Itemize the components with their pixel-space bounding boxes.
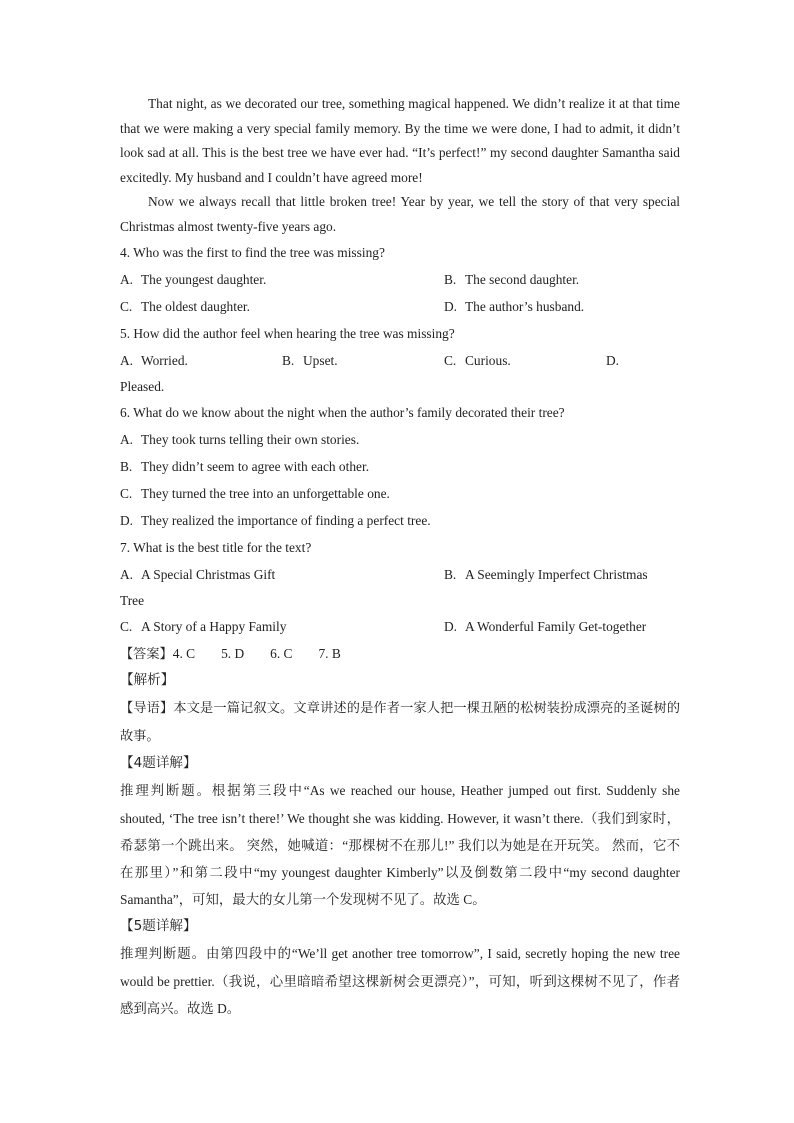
question-7-option-a bbox=[120, 561, 275, 588]
passage-paragraph-1: That night, as we decorated our tree, something magical happened. We didn’t realize it at that time that we were making a very special family memory. By the time we were done, I had to admit, it didn’t look sad at all. This is the best tree we have ever had. “It’s perfect!” my second daughter Samantha said excitedly. My husband and I couldn’t have agreed more! bbox=[120, 96, 680, 185]
option-text: The youngest daughter. bbox=[141, 272, 267, 287]
question-5-option-c bbox=[444, 347, 511, 374]
answer-line bbox=[120, 640, 680, 667]
q5-detail-text: 推理判断题。由第四段中的“We’ll get another tree tomorrow”, I said, secretly hoping the new tree would be prettier.（我说，心里暗暗希望这棵新树会更漂亮）”，可知，听到这棵树不见了，作者感到高兴。故选 D。 bbox=[120, 946, 680, 1016]
option-label: B. bbox=[444, 567, 457, 582]
option-label: D. bbox=[444, 619, 458, 634]
question-4-stem: 4. Who was the first to find the tree was missing? bbox=[120, 245, 385, 260]
option-text: The author’s husband. bbox=[465, 299, 585, 314]
answer-label: 【答案】 bbox=[120, 647, 173, 662]
option-label: B. bbox=[282, 353, 295, 368]
intro-label: 【导语】 bbox=[120, 701, 174, 716]
analysis-heading: 【解析】 bbox=[120, 672, 175, 688]
option-label: A. bbox=[120, 432, 134, 447]
option-cell bbox=[120, 480, 390, 507]
question-6-option-c bbox=[120, 480, 680, 507]
option-cell bbox=[120, 453, 369, 480]
question-5-options-row bbox=[120, 347, 680, 374]
option-text: Worried. bbox=[141, 353, 188, 368]
question-4-option-c bbox=[120, 293, 250, 320]
option-text: A Special Christmas Gift bbox=[141, 567, 276, 582]
option-text: They didn’t seem to agree with each other. bbox=[141, 459, 370, 474]
option-label: A. bbox=[120, 353, 134, 368]
question-6-option-a bbox=[120, 426, 680, 453]
q5-detail-heading: 【5题详解】 bbox=[120, 918, 197, 935]
answer-item: 5. D bbox=[221, 646, 245, 661]
answer-item: 7. B bbox=[318, 646, 341, 661]
option-text: Curious. bbox=[465, 353, 511, 368]
option-cell bbox=[120, 426, 359, 453]
question-6-stem: 6. What do we know about the night when the author’s family decorated their tree? bbox=[120, 405, 565, 420]
option-label: B. bbox=[120, 459, 133, 474]
question-6-option-b bbox=[120, 453, 680, 480]
question-7-option-c bbox=[120, 613, 286, 640]
question-5-stem: 5. How did the author feel when hearing the tree was missing? bbox=[120, 326, 455, 341]
question-7-option-b-wrap bbox=[120, 588, 680, 613]
question-7-option-b-wrap-text: Tree bbox=[120, 593, 145, 608]
question-5-option-b bbox=[282, 347, 338, 374]
option-text: The second daughter. bbox=[465, 272, 580, 287]
question-4-options-row-2 bbox=[120, 293, 680, 320]
question-7-stem: 7. What is the best title for the text? bbox=[120, 540, 312, 555]
intro-paragraph bbox=[120, 694, 680, 750]
question-6-option-d bbox=[120, 507, 680, 534]
question-5-option-d bbox=[606, 347, 627, 374]
option-label: C. bbox=[120, 486, 133, 501]
q4-detail-heading: 【4题详解】 bbox=[120, 755, 197, 772]
option-text: Upset. bbox=[303, 353, 338, 368]
answer-item: 6. C bbox=[270, 646, 293, 661]
option-label: A. bbox=[120, 567, 134, 582]
option-label: D. bbox=[444, 299, 458, 314]
question-7-options-row-1 bbox=[120, 561, 680, 588]
option-text: A Story of a Happy Family bbox=[141, 619, 287, 634]
option-label: A. bbox=[120, 272, 134, 287]
passage-paragraph-2: Now we always recall that little broken tree! Year by year, we tell the story of that very special Christmas almost twenty-five years ago. bbox=[120, 194, 680, 234]
option-cell bbox=[120, 507, 431, 534]
page-content bbox=[120, 92, 680, 1022]
option-text: They realized the importance of finding a perfect tree. bbox=[141, 513, 431, 528]
option-text: They took turns telling their own stories. bbox=[141, 432, 360, 447]
option-text: A Seemingly Imperfect Christmas bbox=[465, 567, 648, 582]
question-4-options-row-1 bbox=[120, 266, 680, 293]
intro-text: 本文是一篇记叙文。文章讲述的是作者一家人把一棵丑陋的松树装扮成漂亮的圣诞树的故事。 bbox=[120, 701, 681, 745]
question-4-option-b bbox=[444, 266, 579, 293]
option-label: B. bbox=[444, 272, 457, 287]
option-text: A Wonderful Family Get-together bbox=[465, 619, 647, 634]
question-7-option-b bbox=[444, 561, 648, 588]
question-5-option-d-wrap bbox=[120, 374, 680, 399]
option-label: C. bbox=[120, 299, 133, 314]
answer-item: 4. C bbox=[172, 646, 196, 661]
q4-detail-text: 推理判断题。根据第三段中“As we reached our house, Heather jumped out first. Suddenly she shouted, ‘The tree isn’t there!’ We thought she was kidding. However, it wasn’t there.（我们到家时，希瑟第一个跳出来。 突然，她喊道：“那棵树不在那儿!” 我们以为她是在开玩笑。 然而，它不在那里）”和第二段中“my youngest daughter Kimberly”以及倒数第二段中“my second daughter Samantha”，可知，最大的女儿第一个发现树不见了。故选 C。 bbox=[120, 783, 680, 908]
option-text: The oldest daughter. bbox=[141, 299, 250, 314]
question-7-options-row-2 bbox=[120, 613, 680, 640]
option-label: D. bbox=[606, 353, 620, 368]
option-text: They turned the tree into an unforgettable one. bbox=[141, 486, 390, 501]
question-7-option-d bbox=[444, 613, 646, 640]
question-5-option-d-text: Pleased. bbox=[120, 379, 165, 394]
question-4-option-a bbox=[120, 266, 266, 293]
option-label: D. bbox=[120, 513, 134, 528]
option-label: C. bbox=[444, 353, 457, 368]
question-4-option-d bbox=[444, 293, 584, 320]
option-label: C. bbox=[120, 619, 133, 634]
question-5-option-a bbox=[120, 347, 188, 374]
